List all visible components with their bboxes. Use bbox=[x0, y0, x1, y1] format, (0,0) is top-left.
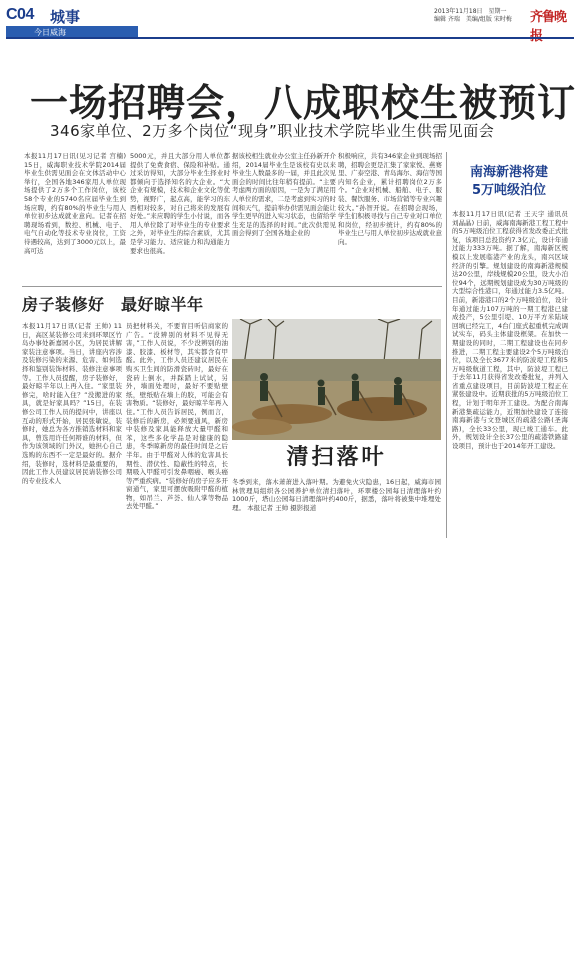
lead-col-3: 据该校相生就业办公室主任孙新开介绍，2014届毕业生是该校有史以来毕业生人数最多的一届，并且此次见面会的时间比往年稍有提前。“主要考虑两方面的原因，一是为了满足用人单位的需求，二是考虑到实习的时间和天气，提前举办供需见面会能让学生更早的进入实习状态，也留给学生充足的选择的时间。”此次供需见面会得到了全国各地企业的 bbox=[232, 152, 336, 238]
lead-subheadline: 346家单位、2万多个岗位“现身”职业技术学院毕业生供需见面会 bbox=[50, 122, 495, 140]
column-divider bbox=[446, 152, 447, 538]
side-headline-line1: 南海新港将建 bbox=[469, 165, 548, 180]
section-bar bbox=[6, 26, 138, 37]
subsection-title: 今日威海 bbox=[34, 28, 66, 37]
photo-credit: 本报记者 王帅 摄影报道 bbox=[247, 503, 317, 512]
lead-col-1: 本报11月17日讯(见习记者 宫楠) 15日，威海职业技术学院2014届毕业生供需见面会在文体活动中心举行，全国各地346家用人单位现场提供了2万多个工作岗位，该校58个专业的5740名应届毕业生到场应聘，约有80%的毕业生与用人单位初步达成就业意向。记者在招聘现场看到，数控、机械、电子、电气自动化等技术专业岗位，工资待遇较高，达到了3000元以上，最高可达 bbox=[24, 152, 126, 255]
renovation-headline: 房子装修好 最好晾半年 bbox=[22, 295, 204, 314]
renovation-col-2: 员把材料关，不要盲目听信商家的广告。“没辨别的材料不见得无害，”工作人员说，不少没辨别的油漆、胶漆、板材等，其实都含有甲醛。此外，工作人员还建议居民在购买卫生间的防滑瓷砖时，最好在瓷砖上倒水，并踩踏上试试，另外，墙面处理时，最好不要贴壁纸，壁纸贴在墙上的胶，可能会有害物质。“装修好，最好晾半年再入住。”工作人员告诉居民，例而言，装修后的新房，必须要通风，新房中装修及家具能释放大量甲醛和苯，这些多化学品是对健康的隐患，冬季晾新房的最佳时间是之后半年。由于甲醛对人体的危害具长期性、潜伏性、隐蔽性的特点，长期吸入甲醛可引发鼻咽癌、喉头癌等严重疾病。“装修好的房子应多开窗通气，家里可摆放吸附甲醛的植物，如吊兰、芦荟、仙人掌等物品去处甲醛。” bbox=[126, 322, 228, 511]
header-rule bbox=[6, 37, 574, 39]
section-title: 城事 bbox=[50, 8, 81, 26]
lead-col-4: 积极响应，共有346家企业到现场招聘，招聘会更是汇集了家家悦、燕赛里、广泰空港、青岛海尔、海信等国内知名企业，累计招聘岗位2万多个。“企业对机械、船舶、电子、服装、餐饮服务、市场营销等专业兴趣较大。”孙智开说。在招聘会现场，学生们积极寻找与自己专业对口单位和岗位，经初步统计，约有80%的毕业生已与用人单位初步达成就业意向。 bbox=[338, 152, 442, 246]
issue-meta bbox=[434, 8, 524, 24]
side-headline-line2: 5万吨级泊位 bbox=[471, 183, 547, 198]
renovation-col-1: 本报11月17日讯(记者 王帅) 11日，高区某装修公司来到环翠区竹岛办事处新嘉园小区，为居民讲解家装注意事项。当日，讲座内容涉及装修污染的来源、危害、如何选择和鉴别装饰材料、装修注意事项等。工作人员提醒，房子装修好，最好晾半年以上再入住。“家里装修完，啥时能入住？”没搬进的家具，就是好家具吗？”15日，在装修公司工作人员的提问中，讲座以互动的形式开始，居民张敏说，装修时，她总为各方推销选材料和家具，曾选用许任何辩谁的材料，但作为该领域的门外汉，她担心自己选购的东西不一定是最好的。据介绍，装修时，选材料是最重要的，因此工作人员建议居民请装修公司的专业技术人 bbox=[22, 322, 122, 485]
lead-headline: 一场招聘会，八成职校生被预订 bbox=[30, 81, 577, 125]
newspaper-logo: 齐鲁晚 bbox=[530, 10, 567, 25]
lead-col-2: 5000元，并且大部分用人单位都提供了免费食宿、保险和补贴。通过采访得知，大部分毕业生择业时都倾向于选择知名的大企业。“大企业有规模，技术和企业文化等优势，视野广，起点高，能学习的东西相对较多，对自己将来的发展有好处。”来应聘的学生小付说，而各用人单位除了对毕业生的专业要求之外，对毕业生的综合素质，尤其是学习能力、适应能力和沟通能力要求也很高。 bbox=[130, 152, 230, 255]
photo-text bbox=[232, 478, 441, 528]
issue-date: 2013年11月18日 星期一 bbox=[434, 8, 507, 15]
photo-caption: 清扫落叶 bbox=[286, 445, 387, 470]
street-sweeping-photo bbox=[232, 319, 441, 440]
side-headline bbox=[450, 164, 568, 200]
page-header bbox=[6, 6, 574, 36]
side-body: 本报11月17日讯(记者 王天宇 通讯员 刘晶晶) 日前，威海南海新港工程工程中的5万吨级泊位工程获得省发改委正式批复，该项目总投资约7.3亿元，设计年通过能力333万吨。据了解，南海新区规模以上发展临港产业的龙头，南兴区域经济的引擎。规划建设的南海新港规模达20公里，岸线规模20公里，设大小泊位94个，远期规划建设成为30万吨级的大型综合性港口，年通过能力3.5亿吨。目前，新港港口的2个万吨级泊位，设计年通过能力107万吨的一期工程港已建成投产，5公里引堤、10万平方米陆域回填已经完工，4台门座式起重机完成调试实车，码头主体建设框架。在加快一期建设的同时，二期工程建设也在同步推进，二期工程主要建设2个5万吨级泊位，以及全长3677米的防波堤工程和5万吨级航道工程，其中，防波堤工程已于去年11月获得省发改委批复，并列入省重点建设项目，目前防波堤工程正在紧张建设中。近期获批的5万吨级泊位工程，计划于明年开工建设。为配合南海新港集疏运能力，近期加快建设了连接南海新港与文登城区的疏港公路(圣海路)，全长33公里，现已竣工通车。此外，规划设计全长37公里的疏港铁路建设项目，预计也于2014年开工建设。 bbox=[452, 210, 568, 451]
page-number: C04 bbox=[6, 6, 34, 23]
editor-credits: 编辑 齐瑞 美编/组版 宋时梅 bbox=[434, 16, 512, 23]
photo-illustration bbox=[232, 319, 441, 440]
photo-text-body: 冬季到来，落木萧萧进入落叶期。为避免火灾隐患，16日起，威海市园林管理局组织各公园养护单位清扫落叶，环翠楼公园每日清理落叶约1000斤，塔山公园每日清理落叶约400斤，据悉，落叶将被集中堆埋处理。 bbox=[232, 478, 441, 512]
section-rule bbox=[22, 286, 442, 287]
